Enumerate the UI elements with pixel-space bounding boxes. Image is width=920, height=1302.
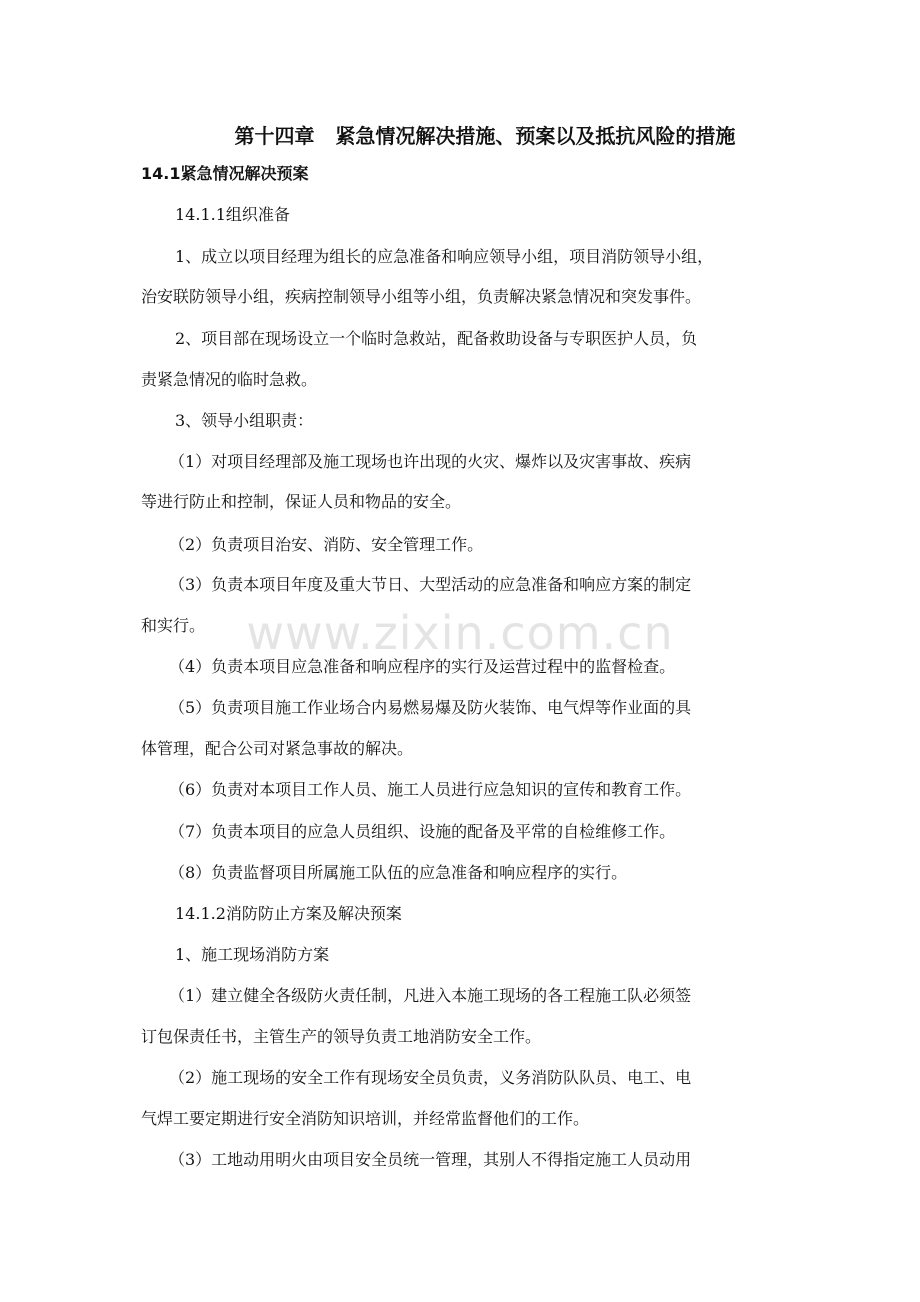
paragraph-line: 订包保责任书，主管生产的领导负责工地消防安全工作。 (141, 1027, 542, 1046)
paragraph-line: 等进行防止和控制，保证人员和物品的安全。 (141, 492, 462, 511)
subsection-heading: 14.1.2消防防止方案及解决预案 (175, 904, 402, 923)
paragraph-line: 治安联防领导小组，疾病控制领导小组等小组，负责解决紧急情况和突发事件。 (141, 287, 702, 306)
paragraph-line: （7）负责本项目的应急人员组织、设施的配备及平常的自检维修工作。 (169, 822, 676, 841)
paragraph-line: （2）负责项目治安、消防、安全管理工作。 (169, 535, 484, 554)
paragraph-line: （1）对项目经理部及施工现场也许出现的火灾、爆炸以及灾害事故、疾病 (169, 452, 692, 471)
subsection-heading: 14.1.1组织准备 (175, 205, 290, 224)
paragraph-line: （4）负责本项目应急准备和响应程序的实行及运营过程中的监督检查。 (169, 657, 676, 676)
paragraph-line: （3）负责本项目年度及重大节日、大型活动的应急准备和响应方案的制定 (169, 575, 692, 594)
paragraph-line: 和实行。 (141, 616, 206, 635)
paragraph-line: （1）建立健全各级防火责任制，凡进入本施工现场的各工程施工队必须签 (169, 986, 692, 1005)
paragraph-line: 气焊工要定期进行安全消防知识培训，并经常监督他们的工作。 (141, 1109, 590, 1128)
watermark: www.zixin.com.cn (246, 606, 674, 660)
paragraph-line: （2）施工现场的安全工作有现场安全员负责，义务消防队队员、电工、电 (169, 1068, 692, 1087)
paragraph-line: 1、施工现场消防方案 (175, 945, 330, 964)
paragraph-line: 1、成立以项目经理为组长的应急准备和响应领导小组，项目消防领导小组， (175, 247, 714, 266)
paragraph-line: 体管理，配合公司对紧急事故的解决。 (141, 739, 414, 758)
chapter-title: 第十四章 紧急情况解决措施、预案以及抵抗风险的措施 (234, 124, 736, 148)
paragraph-line: 2、项目部在现场设立一个临时急救站，配备救助设备与专职医护人员，负 (175, 329, 698, 348)
paragraph-line: （3）工地动用明火由项目安全员统一管理，其别人不得指定施工人员动用 (169, 1150, 692, 1169)
paragraph-line: 3、领导小组职责： (175, 411, 314, 430)
paragraph-line: （6）负责对本项目工作人员、施工人员进行应急知识的宣传和教育工作。 (169, 780, 692, 799)
paragraph-line: （5）负责项目施工作业场合内易燃易爆及防火装饰、电气焊等作业面的具 (169, 698, 692, 717)
paragraph-line: 责紧急情况的临时急救。 (141, 370, 318, 389)
paragraph-line: （8）负责监督项目所属施工队伍的应急准备和响应程序的实行。 (169, 863, 628, 882)
section-heading: 14.1紧急情况解决预案 (141, 164, 309, 183)
